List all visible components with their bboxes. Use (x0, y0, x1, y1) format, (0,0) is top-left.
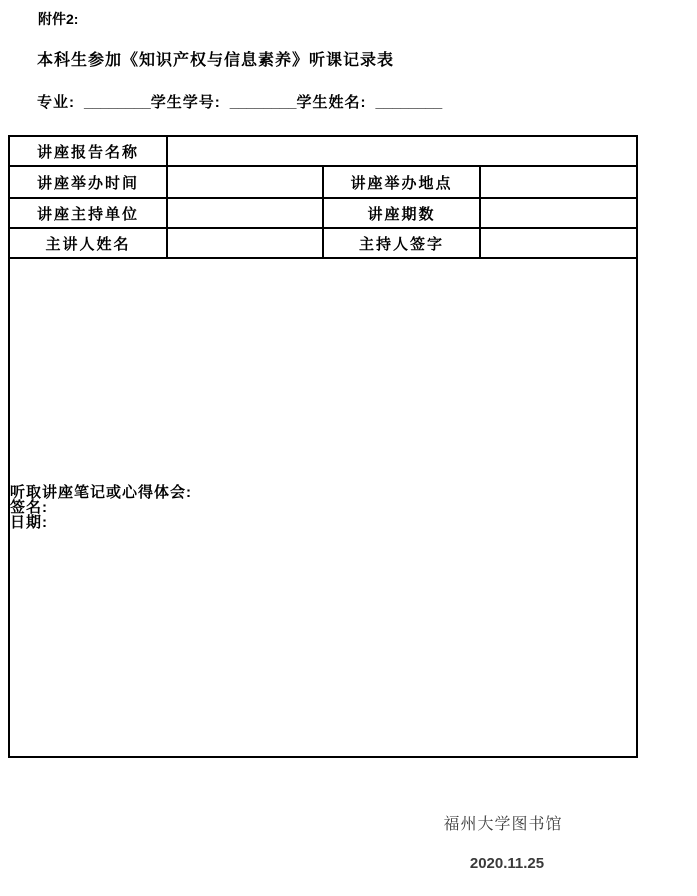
cell-lecture-time-value[interactable] (167, 166, 323, 198)
cell-host-unit-label: 讲座主持单位 (9, 198, 167, 228)
notes-prompt: 听取讲座笔记或心得体会: (10, 484, 192, 501)
table-row (9, 198, 637, 228)
cell-lecture-place-value[interactable] (480, 166, 637, 198)
table-row (9, 258, 637, 757)
footer-date: 2020.11.25 (469, 855, 545, 872)
cell-speaker-name-label: 主讲人姓名 (9, 228, 167, 258)
cell-lecture-place-label: 讲座举办地点 (323, 166, 480, 198)
footer-organization: 福州大学图书馆 (443, 816, 563, 833)
cell-lecture-title-value[interactable] (167, 136, 637, 166)
table-row (9, 228, 637, 258)
student-name-label: 学生姓名: (296, 94, 367, 111)
table-row (9, 136, 637, 166)
student-id-blank[interactable]: ________ (229, 94, 297, 111)
date-label: 日期: (10, 514, 48, 531)
cell-lecture-number-value[interactable] (480, 198, 637, 228)
document-title: 本科生参加《知识产权与信息素养》听课记录表 (37, 52, 395, 69)
signature-label: 签名: (10, 499, 48, 516)
cell-lecture-time-label: 讲座举办时间 (9, 166, 167, 198)
student-id-label: 学生学号: (150, 94, 221, 111)
lecture-record-table (8, 135, 638, 758)
major-label: 专业: (37, 94, 75, 111)
attachment-label: 附件2: (38, 11, 79, 27)
major-blank[interactable]: ________ (84, 94, 151, 111)
cell-host-signature-label: 主持人签字 (323, 228, 480, 258)
cell-notes-area[interactable] (9, 258, 637, 757)
cell-host-signature-value[interactable] (480, 228, 637, 258)
student-name-blank[interactable]: ________ (375, 94, 443, 111)
cell-lecture-title-label: 讲座报告名称 (9, 136, 167, 166)
cell-host-unit-value[interactable] (167, 198, 323, 228)
cell-speaker-name-value[interactable] (167, 228, 323, 258)
table-row (9, 166, 637, 198)
cell-lecture-number-label: 讲座期数 (323, 198, 480, 228)
student-info-line (37, 93, 442, 113)
